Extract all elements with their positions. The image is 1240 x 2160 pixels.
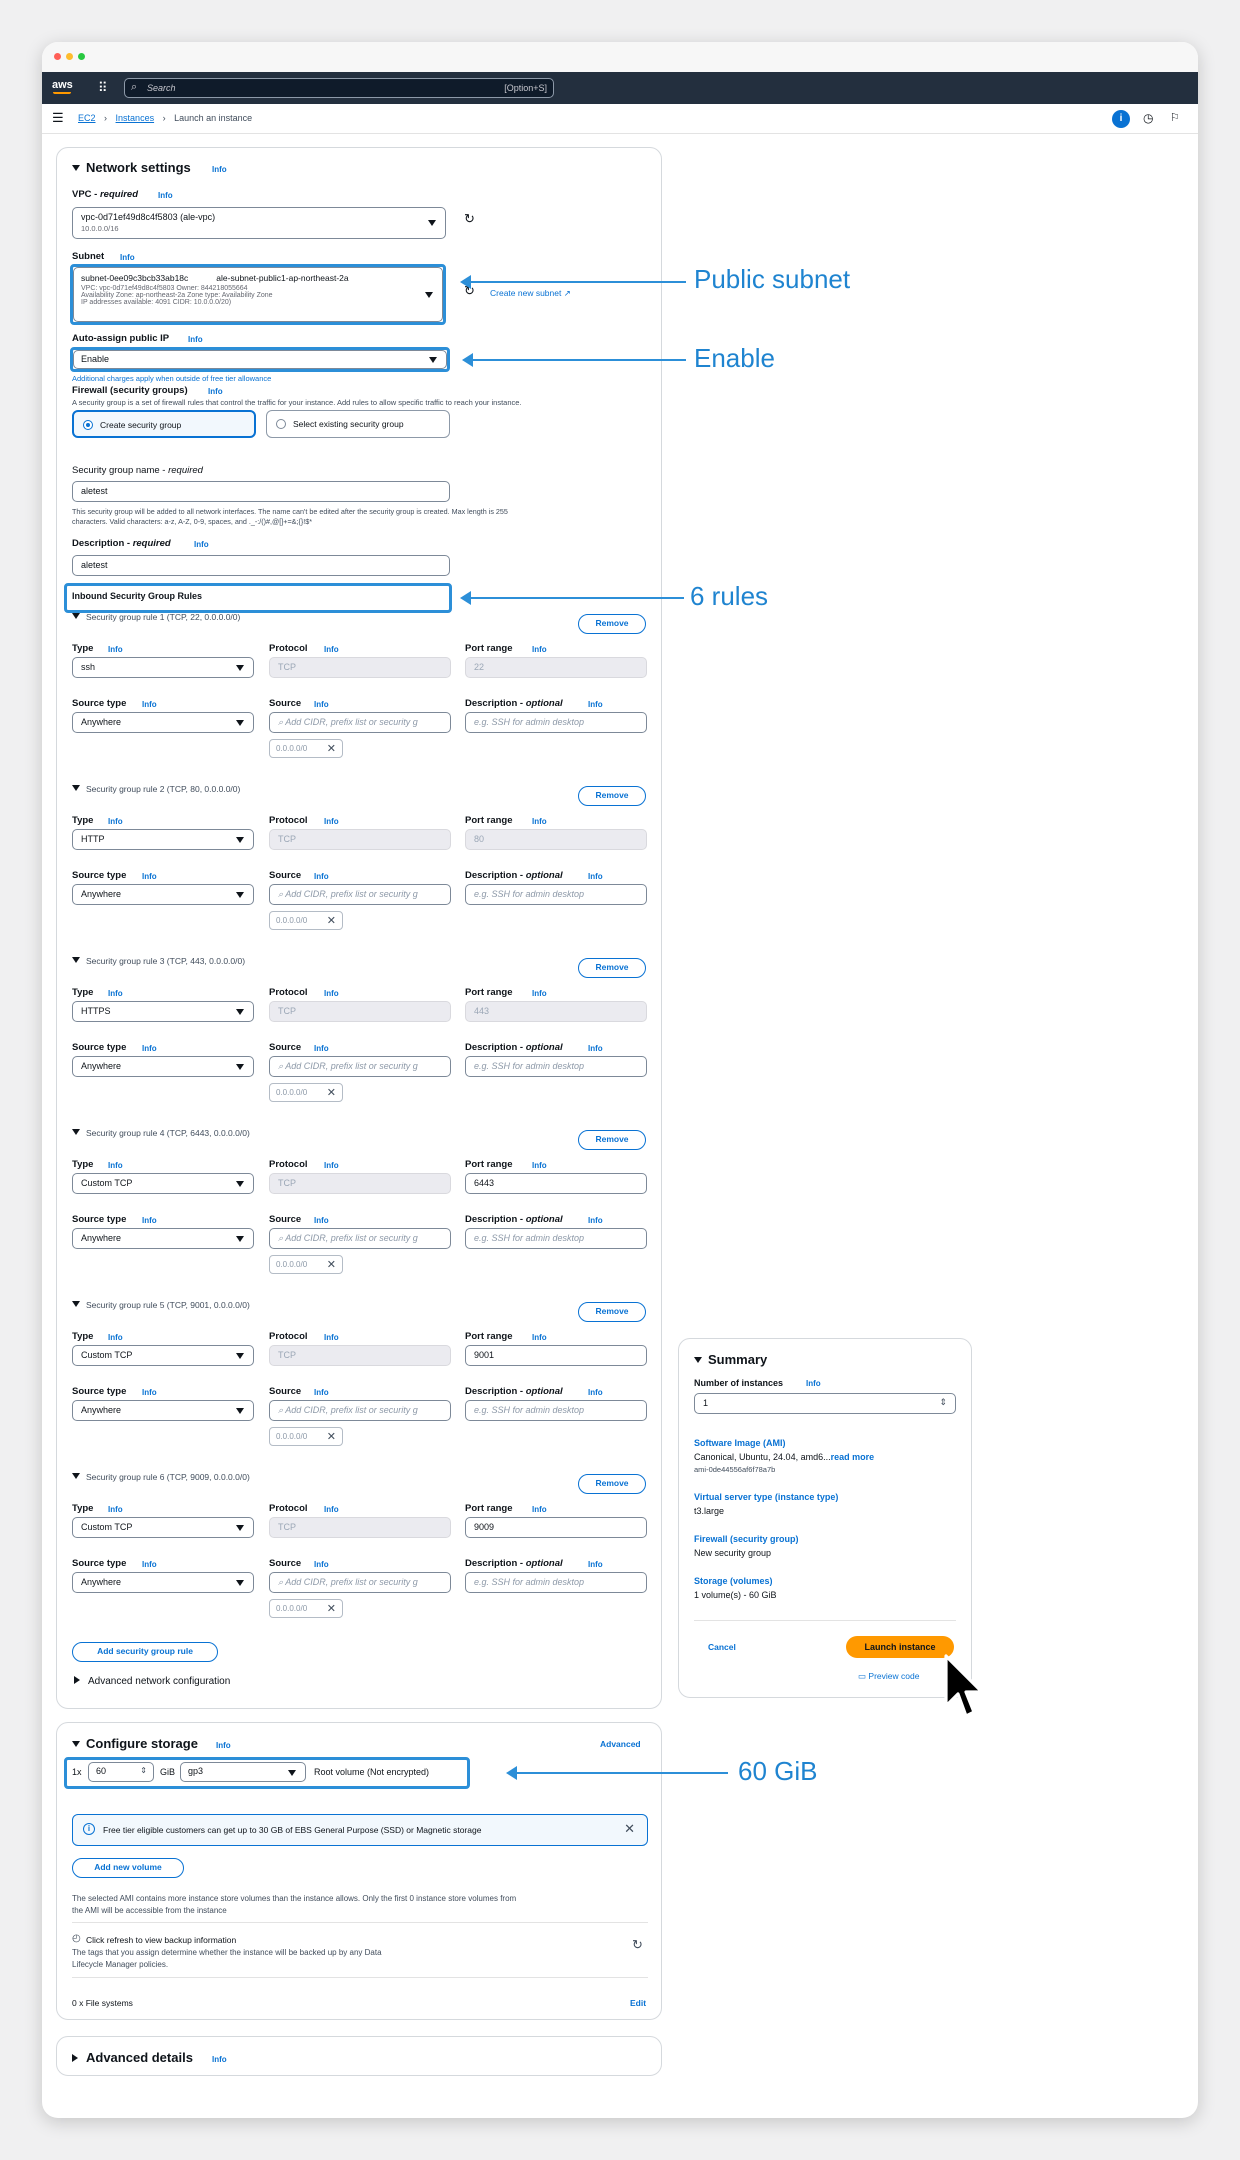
rule-description-input[interactable]: e.g. SSH for admin desktop [465,1228,647,1249]
close-icon[interactable]: ✕ [624,1821,635,1836]
chevron-down-icon [236,892,244,898]
search-icon: ⌕ [278,1233,286,1243]
apps-grid-icon[interactable]: ⠿ [98,80,108,95]
info-link[interactable]: Info [324,1161,339,1170]
type-label: Type [72,643,94,654]
storage-callout: 60 GiB [738,1756,818,1786]
instances-label: Number of instances [694,1378,784,1388]
type-select[interactable]: Custom TCP [72,1345,254,1366]
external-link-icon: ↗ [563,288,571,298]
summary-firewall-label[interactable]: Firewall (security group) [694,1534,799,1544]
source-type-label: Source type [72,870,127,881]
info-link[interactable]: Info [588,1216,603,1225]
info-link[interactable]: Info [142,1388,157,1397]
info-link[interactable]: Info [314,700,329,709]
info-link[interactable]: Info [108,1161,123,1170]
rule-header[interactable]: Security group rule 1 (TCP, 22, 0.0.0.0/0) [72,612,240,622]
autoassign-info-link[interactable]: Info [188,335,203,344]
menu-icon[interactable]: ☰ [52,110,64,125]
breadcrumb [78,113,252,123]
instance-type-label[interactable]: Virtual server type (instance type) [694,1492,839,1502]
ami-note-1: The selected AMI contains more instance store volumes than the instance allows. Only the first 0 instance store volumes from [72,1894,517,1903]
source-label: Source [269,1214,302,1225]
subnet-id: subnet-0ee09c3bcb33ab18c [81,273,189,283]
source-label: Source [269,698,302,709]
type-label: Type [72,1331,94,1342]
port-range-input[interactable]: 9001 [465,1345,647,1366]
sg-name-value: aletest [81,486,108,496]
protocol-input: TCP [269,1001,451,1022]
cidr-token: 0.0.0.0/0 ✕ [269,911,343,930]
type-label: Type [72,815,94,826]
search-input[interactable] [124,78,554,98]
protocol-label: Protocol [269,1159,308,1170]
cidr-token: 0.0.0.0/0 ✕ [269,1427,343,1446]
sg-name-input[interactable] [72,481,450,502]
info-link[interactable]: Info [108,1333,123,1342]
chevron-down-icon [236,720,244,726]
source-label: Source [269,1386,302,1397]
subnet-label: Subnet [72,251,105,262]
type-label: Type [72,987,94,998]
rule-description-label: Description - optional [465,1386,563,1397]
info-link[interactable]: Info [314,872,329,881]
port-range-label: Port range [465,643,513,654]
info-link[interactable]: Info [314,1560,329,1569]
storage-advanced-link[interactable]: Advanced [600,1739,641,1749]
add-volume-button[interactable]: Add new volume [72,1858,184,1878]
protocol-label: Protocol [269,987,308,998]
rule-header[interactable]: Security group rule 6 (TCP, 9009, 0.0.0.0/0) [72,1472,250,1482]
autoassign-label: Auto-assign public IP [72,333,170,344]
port-range-input: 80 [465,829,647,850]
breadcrumb-bar [42,104,1198,134]
subnet-az: Availability Zone: ap-northeast-2a Zone type: Availability Zone [81,292,273,299]
source-label: Source [269,1558,302,1569]
divider [72,1977,648,1978]
search-icon: ⌕ [278,1577,286,1587]
advanced-network-toggle[interactable]: Advanced network configuration [74,1676,230,1687]
search-icon: ⌕ [278,1061,286,1071]
info-link[interactable]: Info [324,1505,339,1514]
refresh-icon[interactable]: ↻ [464,211,475,226]
advanced-details-info-link[interactable]: Info [212,2055,227,2064]
divider [694,1620,956,1621]
vpc-cidr: 10.0.0.0/16 [81,224,119,233]
protocol-input: TCP [269,1345,451,1366]
firewall-label: Firewall (security groups) [72,385,188,396]
info-link[interactable]: Info [142,700,157,709]
ami-id: ami-0de44556af6f78a7b [694,1465,776,1474]
inbound-rules-highlight [64,583,452,613]
info-link[interactable]: Info [324,989,339,998]
source-input[interactable]: ⌕ Add CIDR, prefix list or security g [269,1228,451,1249]
chevron-down-icon [236,1181,244,1187]
info-link[interactable]: Info [588,1388,603,1397]
cidr-token: 0.0.0.0/0 ✕ [269,1599,343,1618]
remove-rule-button[interactable]: Remove [578,1130,646,1150]
summary-storage-label[interactable]: Storage (volumes) [694,1576,773,1586]
rule-header[interactable]: Security group rule 3 (TCP, 443, 0.0.0.0/0) [72,956,245,966]
summary-firewall-value: New security group [694,1548,772,1558]
divider [72,1922,648,1923]
file-systems-count: 0 x File systems [72,1998,133,2008]
source-type-label: Source type [72,1558,127,1569]
search-icon: ⌕ [131,81,138,93]
instance-type-value: t3.large [694,1506,725,1516]
info-link[interactable]: Info [108,645,123,654]
close-icon[interactable]: ✕ [326,743,336,755]
advanced-details-toggle[interactable]: Advanced details [72,2050,193,2065]
port-range-input[interactable]: 6443 [465,1173,647,1194]
chevron-right-icon: › [162,113,166,123]
select-sg-label: Select existing security group [293,419,404,429]
free-tier-alert [72,1814,648,1846]
description-value: aletest [81,560,108,570]
autoassign-highlight [70,347,450,372]
chevron-right-icon: › [104,113,108,123]
ami-value: Canonical, Ubuntu, 24.04, amd6...read more [694,1452,875,1462]
caret-right-icon [72,2054,78,2062]
create-sg-option[interactable] [72,410,256,438]
arrow-line [468,281,686,283]
chevron-down-icon [428,220,436,226]
rule-description-input[interactable]: e.g. SSH for admin desktop [465,1400,647,1421]
configure-storage-title[interactable]: Configure storage [72,1736,198,1751]
ami-note-2: the AMI will be accessible from the instance [72,1906,227,1915]
volume-size-input[interactable]: 60 ⇕ [88,1762,154,1782]
sg-name-label: Security group name - required [72,465,203,476]
volume-unit: GiB [160,1767,176,1777]
remove-rule-button[interactable]: Remove [578,958,646,978]
subnet-highlight [70,264,446,325]
search-icon: ⌕ [278,889,286,899]
enable-callout: Enable [694,343,775,373]
port-range-input: 22 [465,657,647,678]
protocol-input: TCP [269,1173,451,1194]
chevron-down-icon [236,1353,244,1359]
breadcrumb-instances[interactable]: Instances [115,113,155,123]
port-range-label: Port range [465,1159,513,1170]
type-select[interactable]: HTTPS [72,1001,254,1022]
close-icon[interactable]: ✕ [326,915,336,927]
info-link[interactable]: Info [314,1044,329,1053]
read-more-link[interactable]: read more [830,1452,875,1462]
info-link[interactable]: Info [108,817,123,826]
feedback-icon[interactable]: ⚐ [1170,112,1180,124]
radio-selected-icon [83,420,93,430]
source-type-select[interactable]: Anywhere [72,1400,254,1421]
port-range-label: Port range [465,987,513,998]
stepper-icon[interactable]: ⇕ [140,1766,147,1775]
rule-header[interactable]: Security group rule 2 (TCP, 80, 0.0.0.0/0) [72,784,240,794]
info-link[interactable]: Info [324,1333,339,1342]
info-link[interactable]: Info [532,817,547,826]
chevron-down-icon [236,1064,244,1070]
source-input[interactable]: ⌕ Add CIDR, prefix list or security g [269,1572,451,1593]
arrow-line [470,359,686,361]
info-link[interactable]: Info [588,700,603,709]
vpc-select[interactable] [72,207,446,239]
type-label: Type [72,1503,94,1514]
port-range-input: 443 [465,1001,647,1022]
chevron-down-icon [236,1580,244,1586]
source-label: Source [269,1042,302,1053]
cidr-token: 0.0.0.0/0 ✕ [269,1255,343,1274]
storage-highlight [64,1757,470,1789]
cidr-token: 0.0.0.0/0 ✕ [269,1083,343,1102]
aws-logo-smile [53,92,71,94]
protocol-input: TCP [269,829,451,850]
summary-title[interactable]: Summary [694,1352,767,1367]
remove-rule-button[interactable]: Remove [578,786,646,806]
cidr-token: 0.0.0.0/0 ✕ [269,739,343,758]
source-type-label: Source type [72,1042,127,1053]
clock-icon: ◴ [72,1933,81,1944]
info-link[interactable]: Info [532,645,547,654]
rule-description-label: Description - optional [465,698,563,709]
info-link[interactable]: Info [142,1216,157,1225]
info-circle-icon: i [83,1823,95,1835]
source-type-select[interactable]: Anywhere [72,1572,254,1593]
select-sg-option[interactable] [266,410,450,438]
browser-window [42,42,1198,2118]
search-icon: ⌕ [278,1405,286,1415]
rule-description-label: Description - optional [465,1214,563,1225]
chevron-down-icon [236,837,244,843]
chevron-down-icon [236,665,244,671]
info-link[interactable]: Info [324,645,339,654]
close-icon[interactable]: ✕ [326,1087,336,1099]
subnet-name: ale-subnet-public1-ap-northeast-2a [216,273,349,283]
port-range-label: Port range [465,1331,513,1342]
vpc-info-link[interactable]: Info [158,191,173,200]
info-link[interactable]: Info [108,989,123,998]
port-range-label: Port range [465,1503,513,1514]
protocol-input: TCP [269,1517,451,1538]
instances-info-link[interactable]: Info [806,1379,821,1388]
description-info-link[interactable]: Info [194,540,209,549]
breadcrumb-current: Launch an instance [174,113,253,123]
source-input[interactable]: ⌕ Add CIDR, prefix list or security g [269,712,451,733]
ami-label[interactable]: Software Image (AMI) [694,1438,786,1448]
info-link[interactable]: Info [324,817,339,826]
source-input[interactable]: ⌕ Add CIDR, prefix list or security g [269,1400,451,1421]
breadcrumb-ec2[interactable]: EC2 [78,113,96,123]
source-type-label: Source type [72,1386,127,1397]
maximize-dot[interactable] [78,53,85,60]
volume-count: 1x [72,1767,82,1777]
info-panel-icon[interactable]: i [1112,110,1130,128]
backup-note-1: The tags that you assign determine whether the instance will be backed up by any Data [72,1948,382,1957]
source-type-label: Source type [72,698,127,709]
close-icon[interactable]: ✕ [326,1259,336,1271]
type-label: Type [72,1159,94,1170]
source-type-select[interactable]: Anywhere [72,712,254,733]
source-input[interactable]: ⌕ Add CIDR, prefix list or security g [269,1056,451,1077]
search-shortcut: [Option+S] [504,83,547,93]
search-icon: ⌕ [278,717,286,727]
backup-note-2: Lifecycle Manager policies. [72,1960,169,1969]
info-link[interactable]: Info [588,1560,603,1569]
description-label: Description - required [72,538,171,549]
source-type-label: Source type [72,1214,127,1225]
firewall-desc: A security group is a set of firewall rules that control the traffic for your instance. Add rules to allow specific traffic to reach your instance. [72,398,522,407]
subnet-info-link[interactable]: Info [120,253,135,262]
info-link[interactable]: Info [588,872,603,881]
chevron-down-icon [236,1408,244,1414]
root-volume-label: Root volume (Not encrypted) [314,1767,430,1777]
rule-description-input[interactable]: e.g. SSH for admin desktop [465,1056,647,1077]
info-link[interactable]: Info [142,1560,157,1569]
storage-info-link[interactable]: Info [216,1741,231,1750]
rule-description-label: Description - optional [465,1558,563,1569]
radio-empty-icon [276,419,286,429]
source-input[interactable]: ⌕ Add CIDR, prefix list or security g [269,884,451,905]
subnet-vpc: VPC: vpc-0d71ef49d8c4f5803 Owner: 844218055664 [81,285,248,292]
volume-type-select[interactable]: gp3 [180,1762,306,1782]
rule-description-label: Description - optional [465,1042,563,1053]
network-settings-title[interactable]: Network settings [72,160,191,175]
minimize-dot[interactable] [66,53,73,60]
rule-header[interactable]: Security group rule 4 (TCP, 6443, 0.0.0.0/0) [72,1128,250,1138]
free-tier-text: Free tier eligible customers can get up to 30 GB of EBS General Purpose (SSD) or Magnetic storage [103,1825,482,1835]
launch-instance-button[interactable]: Launch instance [846,1636,954,1658]
summary-storage-value: 1 volume(s) - 60 GiB [694,1590,777,1600]
close-dot[interactable] [54,53,61,60]
info-link[interactable]: Info [314,1216,329,1225]
info-link[interactable]: Info [532,1333,547,1342]
title-bar [42,42,1198,72]
backup-title: Click refresh to view backup information [86,1935,237,1945]
cancel-button[interactable]: Cancel [708,1642,736,1652]
edit-file-systems-link[interactable]: Edit [630,1998,647,2008]
vpc-value: vpc-0d71ef49d8c4f5803 (ale-vpc) [81,212,216,222]
source-type-select[interactable]: Anywhere [72,1056,254,1077]
aws-logo[interactable]: aws [52,79,73,91]
type-select[interactable]: Custom TCP [72,1173,254,1194]
arrow-line [468,597,684,599]
rule-description-input[interactable]: e.g. SSH for admin desktop [465,884,647,905]
protocol-label: Protocol [269,1331,308,1342]
aws-top-nav [42,72,1198,104]
rule-description-label: Description - optional [465,870,563,881]
protocol-label: Protocol [269,643,308,654]
autoassign-note: Additional charges apply when outside of free tier allowance [72,374,272,383]
type-select[interactable]: Custom TCP [72,1517,254,1538]
port-range-input[interactable]: 9009 [465,1517,647,1538]
port-range-label: Port range [465,815,513,826]
close-icon[interactable]: ✕ [326,1431,336,1443]
inbound-rules-title: Inbound Security Group Rules [72,591,203,601]
close-icon[interactable]: ✕ [326,1603,336,1615]
network-info-link[interactable]: Info [212,165,227,174]
rule-header[interactable]: Security group rule 5 (TCP, 9001, 0.0.0.0/0) [72,1300,250,1310]
type-select[interactable]: ssh [72,657,254,678]
create-subnet-link[interactable]: Create new subnet ↗ [490,288,571,298]
vpc-label: VPC - required [72,189,138,200]
sg-name-note-1: This security group will be added to all network interfaces. The name can't be edited after the security group is created. Max length is 255 [72,507,508,516]
source-label: Source [269,870,302,881]
refresh-icon[interactable]: ↻ [464,283,475,298]
source-type-select[interactable]: Anywhere [72,1228,254,1249]
instance-count-input[interactable]: 1 ⇕ [694,1393,956,1414]
info-link[interactable]: Info [532,989,547,998]
chevron-down-icon [236,1525,244,1531]
type-select[interactable]: HTTP [72,829,254,850]
remove-rule-button[interactable]: Remove [578,614,646,634]
rule-description-input[interactable]: e.g. SSH for admin desktop [465,712,647,733]
create-sg-label: Create security group [100,420,182,430]
public-subnet-callout: Public subnet [694,264,851,294]
info-link[interactable]: Info [142,1044,157,1053]
notifications-icon[interactable]: ◷ [1143,111,1154,125]
remove-rule-button[interactable]: Remove [578,1302,646,1322]
add-rule-button[interactable]: Add security group rule [72,1642,218,1662]
autoassign-value: Enable [81,354,110,364]
protocol-label: Protocol [269,1503,308,1514]
caret-right-icon [74,1676,80,1684]
chevron-down-icon [236,1236,244,1242]
rule-description-input[interactable]: e.g. SSH for admin desktop [465,1572,647,1593]
info-link[interactable]: Info [108,1505,123,1514]
source-type-select[interactable]: Anywhere [72,884,254,905]
six-rules-callout: 6 rules [690,581,769,611]
description-input[interactable] [72,555,450,576]
info-link[interactable]: Info [532,1505,547,1514]
refresh-icon[interactable]: ↻ [632,1937,643,1952]
info-link[interactable]: Info [142,872,157,881]
code-icon: ▭ [858,1671,869,1681]
mouse-cursor-icon [942,1654,994,1720]
sg-name-note-2: characters. Valid characters: a-z, A-Z, 0-9, spaces, and ._-:/()#,@[]+=&;{}!$* [72,517,313,526]
remove-rule-button[interactable]: Remove [578,1474,646,1494]
info-link[interactable]: Info [314,1388,329,1397]
info-link[interactable]: Info [532,1161,547,1170]
info-link[interactable]: Info [588,1044,603,1053]
subnet-ips: IP addresses available: 4091 CIDR: 10.0.0.0/20) [81,299,232,306]
search-placeholder: Search [147,83,176,93]
preview-code-link[interactable]: ▭ Preview code [858,1671,920,1681]
protocol-label: Protocol [269,815,308,826]
stepper-icon[interactable]: ⇕ [939,1397,947,1407]
arrow-line [514,1772,728,1774]
chevron-down-icon [236,1009,244,1015]
firewall-info-link[interactable]: Info [208,387,223,396]
protocol-input: TCP [269,657,451,678]
